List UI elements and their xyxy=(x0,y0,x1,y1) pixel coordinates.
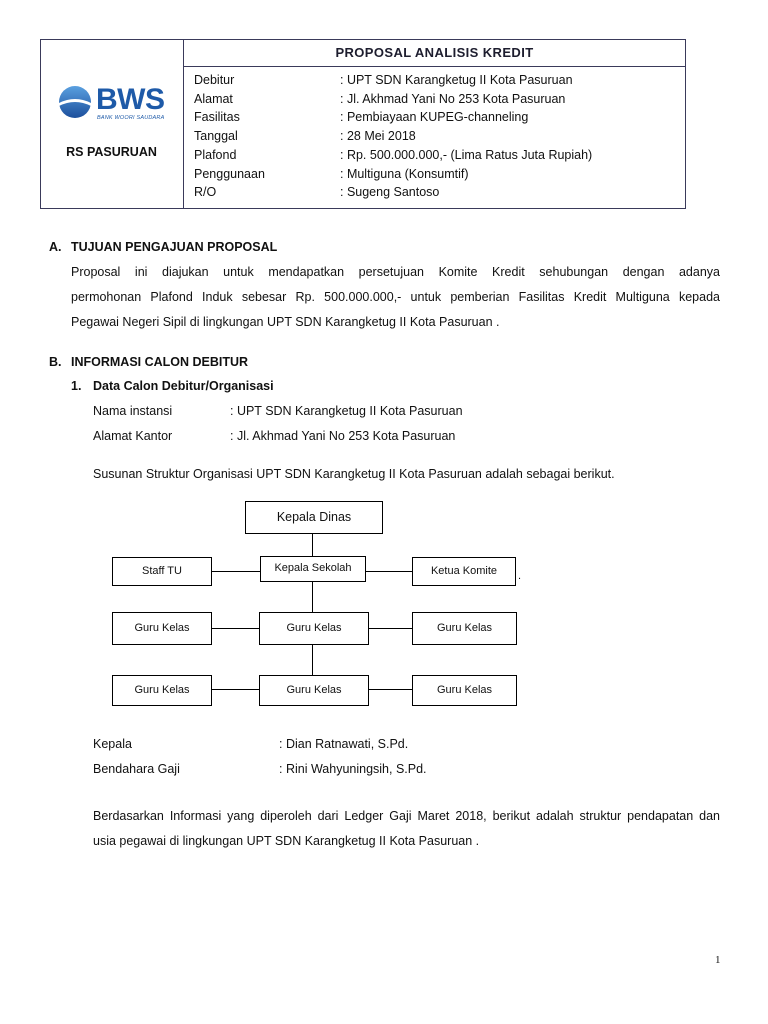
header-row-value: : Multiguna (Konsumtif) xyxy=(340,167,469,181)
document-title: PROPOSAL ANALISIS KREDIT xyxy=(335,45,534,60)
org-box-ketua-komite: Ketua Komite xyxy=(412,557,516,586)
connector-line xyxy=(212,689,259,690)
header-row-label: R/O xyxy=(194,185,217,199)
header-row-value: : Sugeng Santoso xyxy=(340,185,440,199)
nama-instansi-label: Nama instansi xyxy=(93,404,173,418)
connector-line xyxy=(312,534,313,556)
header-row-value: : Jl. Akhmad Yani No 253 Kota Pasuruan xyxy=(340,92,566,106)
header-row-label: Debitur xyxy=(194,73,235,87)
connector-line xyxy=(212,628,259,629)
bendahara-label: Bendahara Gaji xyxy=(93,762,180,776)
section-a-line-3: Pegawai Negeri Sipil di lingkungan UPT SDN Karangketug II Kota Pasuruan . xyxy=(71,315,500,329)
kepala-value: : Dian Ratnawati, S.Pd. xyxy=(279,737,409,751)
header-row-label: Alamat xyxy=(194,92,233,106)
struktur-intro: Susunan Struktur Organisasi UPT SDN Karangketug II Kota Pasuruan adalah sebagai berikut. xyxy=(93,467,615,481)
header-row-value: : UPT SDN Karangketug II Kota Pasuruan xyxy=(340,73,573,87)
org-box-guru-kelas: Guru Kelas xyxy=(112,612,212,645)
connector-line xyxy=(212,571,260,572)
header-row-label: Tanggal xyxy=(194,129,238,143)
connector-line xyxy=(312,582,313,615)
org-box-guru-kelas: Guru Kelas xyxy=(112,675,212,706)
header-divider xyxy=(183,39,184,209)
closing-line-1: Berdasarkan Informasi yang diperoleh dari Ledger Gaji Maret 2018, berikut adalah struktur pendapatan dan xyxy=(93,809,720,823)
bendahara-value: : Rini Wahyuningsih, S.Pd. xyxy=(279,762,427,776)
page-number: 1 xyxy=(715,954,721,966)
org-box-kepala-dinas: Kepala Dinas xyxy=(245,501,383,534)
header-row-label: Fasilitas xyxy=(194,110,240,124)
org-box-guru-kelas: Guru Kelas xyxy=(259,675,369,706)
connector-line xyxy=(369,689,412,690)
connector-line xyxy=(366,571,412,572)
logo-wordmark: BWS xyxy=(96,83,165,116)
org-box-guru-kelas: Guru Kelas xyxy=(259,612,369,645)
subsection-number: 1. xyxy=(71,379,82,393)
subsection-title: Data Calon Debitur/Organisasi xyxy=(93,379,274,393)
alamat-kantor-label: Alamat Kantor xyxy=(93,429,173,443)
ketua-komite-trailing-dot: . xyxy=(518,570,522,582)
section-a-line-1: Proposal ini diajukan untuk mendapatkan persetujuan Komite Kredit sehubungan dengan adanya xyxy=(71,265,720,279)
header-row-value: : Pembiayaan KUPEG-channeling xyxy=(340,110,529,124)
section-number: A. xyxy=(49,240,62,254)
header-row-value: : 28 Mei 2018 xyxy=(340,129,416,143)
connector-line xyxy=(369,628,412,629)
alamat-kantor-value: : Jl. Akhmad Yani No 253 Kota Pasuruan xyxy=(230,429,456,443)
org-box-guru-kelas: Guru Kelas xyxy=(412,675,517,706)
header-row-label: Penggunaan xyxy=(194,167,265,181)
closing-line-2: usia pegawai di lingkungan UPT SDN Karangketug II Kota Pasuruan . xyxy=(93,834,480,848)
org-box-staff-tu: Staff TU xyxy=(112,557,212,586)
header-row-label: Plafond xyxy=(194,148,237,162)
section-number: B. xyxy=(49,355,62,369)
section-a-line-2: permohonan Plafond Induk sebesar Rp. 500.000.000,- untuk pemberian Fasilitas Kredit Multiguna kepada xyxy=(71,290,720,304)
section-title: INFORMASI CALON DEBITUR xyxy=(71,355,249,369)
branch-name: RS PASURUAN xyxy=(66,145,157,159)
connector-line xyxy=(312,645,313,675)
kepala-label: Kepala xyxy=(93,737,132,751)
header-row-value: : Rp. 500.000.000,- (Lima Ratus Juta Rupiah) xyxy=(340,148,593,162)
nama-instansi-value: : UPT SDN Karangketug II Kota Pasuruan xyxy=(230,404,463,418)
section-title: TUJUAN PENGAJUAN PROPOSAL xyxy=(71,240,278,254)
header-title-rule xyxy=(183,66,686,67)
logo-subtext: BANK WOORI SAUDARA xyxy=(97,115,165,121)
org-box-guru-kelas: Guru Kelas xyxy=(412,612,517,645)
org-box-kepala-sekolah: Kepala Sekolah xyxy=(260,556,366,582)
